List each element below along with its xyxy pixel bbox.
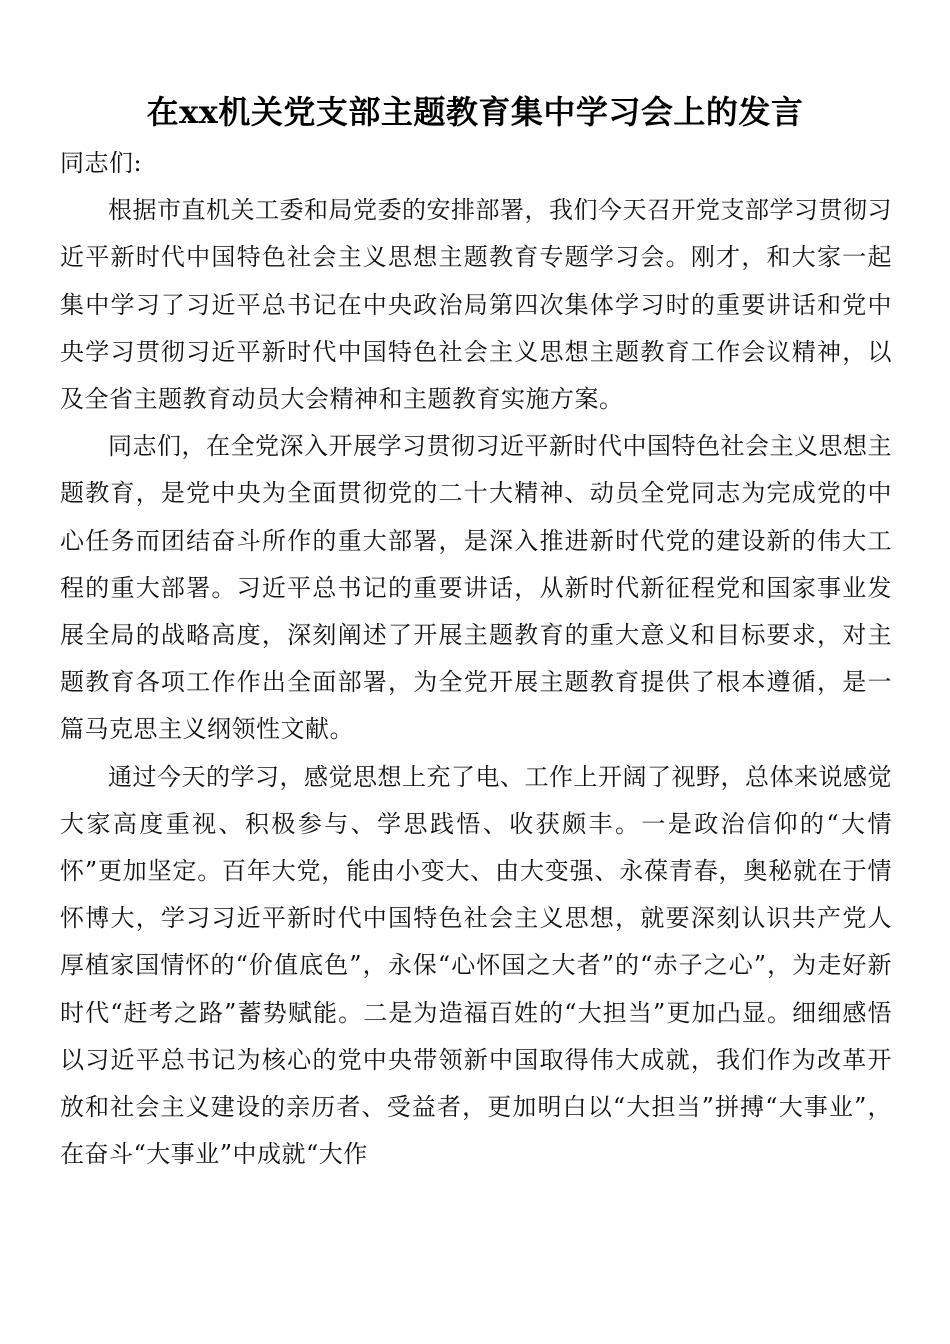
document-body bbox=[60, 140, 892, 1178]
salutation: 同志们: bbox=[60, 149, 143, 177]
paragraph-1: 根据市直机关工委和局党委的安排部署，我们今天召开党支部学习贯彻习近平新时代中国特色社会主义思想主题教育专题学习会。刚才，和大家一起集中学习了习近平总书记在中央政治局第四次集体学习时的重要讲话和党中央学习贯彻习近平新时代中国特色社会主义思想主题教育工作会议精神，以及全省主题教育动员大会精神和主题教育实施方案。 bbox=[60, 196, 892, 414]
document-title: 在xx机关党支部主题教育集中学习会上的发言 bbox=[146, 93, 804, 131]
paragraph-3: 通过今天的学习，感觉思想上充了电、工作上开阔了视野，总体来说感觉大家高度重视、积极参与、学思践悟、收获颇丰。一是政治信仰的“大情怀”更加坚定。百年大党，能由小变大、由大变强、永葆青春，奥秘就在于情怀博大，学习习近平新时代中国特色社会主义思想，就要深刻认识共产党人厚植家国情怀的“价值底色”，永保“心怀国之大者”的“赤子之心”，为走好新时代“赶考之路”蓄势赋能。二是为造福百姓的“大担当”更加凸显。细细感悟以习近平总书记为核心的党中央带领新中国取得伟大成就，我们作为改革开放和社会主义建设的亲历者、受益者，更加明白以“大担当”拼搏“大事业”，在奋斗“大事业”中成就“大作 bbox=[60, 762, 892, 1169]
paragraph-2: 同志们，在全党深入开展学习贯彻习近平新时代中国特色社会主义思想主题教育，是党中央为全面贯彻党的二十大精神、动员全党同志为完成党的中心任务而团结奋斗所作的重大部署，是深入推进新时代党的建设新的伟大工程的重大部署。习近平总书记的重要讲话，从新时代新征程党和国家事业发展全局的战略高度，深刻阐述了开展主题教育的重大意义和目标要求，对主题教育各项工作作出全面部署，为全党开展主题教育提供了根本遵循，是一篇马克思主义纲领性文献。 bbox=[60, 432, 892, 744]
